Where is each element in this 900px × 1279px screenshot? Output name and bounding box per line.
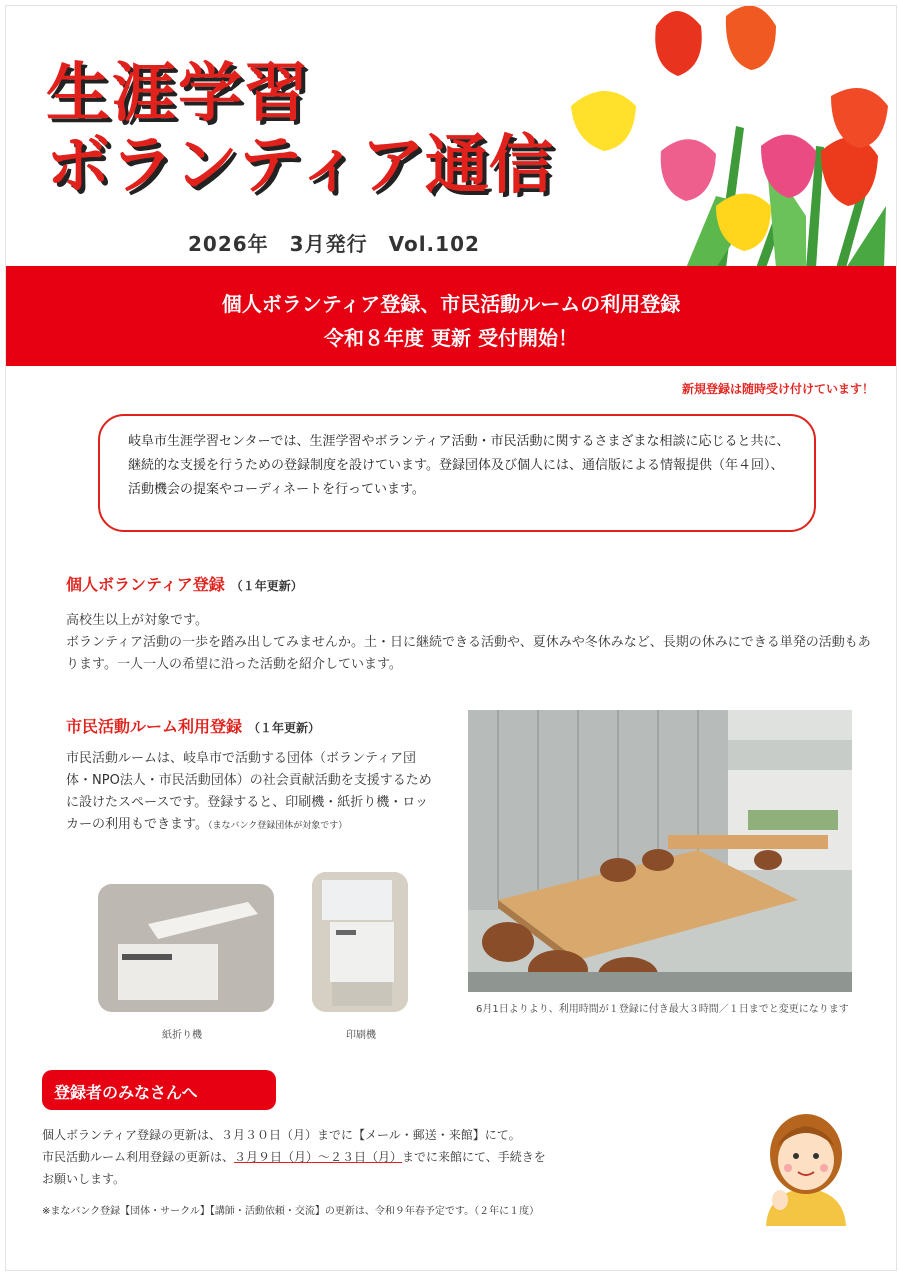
registrants-line-1: 個人ボランティア登録の更新は、３月３０日（月）までに【メール・郵送・来館】にて。 <box>42 1128 521 1142</box>
section-volunteer-body <box>66 610 876 676</box>
meeting-room-photo <box>468 710 852 992</box>
room-photo-caption: 6月1日よりより、利用時間が１登録に付き最大３時間／１日までと変更になります <box>476 1004 849 1015</box>
volunteer-description: ボランティア活動の一歩を踏み出してみませんか。土・日に継続できる活動や、夏休みや冬休みなど、長期の休みにできる単発の活動もあります。一人一人の希望に沿った活動を紹介しています。 <box>66 635 871 672</box>
section-room-period: （１年更新） <box>248 721 321 735</box>
section-room-body <box>66 748 436 837</box>
printer-caption: 印刷機 <box>346 1030 376 1041</box>
room-description: 市民活動ルームは、岐阜市で活動する団体（ボランティア団体・NPO法人・市民活動団体）の社会貢献活動を支援するために設けたスペースです。登録すると、印刷機・紙折り機・ロッカーの利用もできます。 <box>66 751 432 832</box>
section-volunteer-title: 個人ボランティア登録 <box>66 575 225 594</box>
tulip-illustration <box>566 6 896 268</box>
registrants-dates: ３月９日（月）～２３日（月） <box>234 1150 403 1164</box>
intro-text: 岐阜市生涯学習センターでは、生涯学習やボランティア活動・市民活動に関するさまざまな相談に応じると共に、継続的な支援を行うための登録制度を設けています。登録団体及び個人には、通信版による情報提供（年４回）、活動機会の提案やコーディネートを行っています。 <box>128 434 790 497</box>
registrants-line-2a: 市民活動ルーム利用登録の更新は、 <box>42 1150 235 1164</box>
intro-box <box>98 414 816 532</box>
registrants-line-2 <box>42 1146 742 1168</box>
announcement-banner <box>6 266 896 366</box>
registrants-line-2c: までに来館にて、手続きを <box>402 1150 546 1164</box>
registrants-text <box>42 1124 742 1190</box>
banner-line-2: 令和８年度 更新 受付開始！ <box>324 326 578 350</box>
registrants-badge: 登録者のみなさんへ <box>42 1070 276 1110</box>
banner-line-1: 個人ボランティア登録、市民活動ルームの利用登録 <box>221 292 681 316</box>
staff-character-illustration <box>758 1096 854 1226</box>
title-line-2: ボランティア通信 <box>46 129 553 203</box>
volunteer-target: 高校生以上が対象です。 <box>66 613 208 628</box>
accept-note: 新規登録は随時受け付けています！ <box>681 382 874 396</box>
newsletter-title <box>46 58 553 202</box>
section-room-heading <box>66 714 320 737</box>
section-volunteer-period: （１年更新） <box>230 579 303 593</box>
section-volunteer-heading <box>66 572 303 595</box>
paper-folder-photo <box>98 884 274 1012</box>
paper-folder-caption: 紙折り機 <box>162 1030 202 1041</box>
registrants-note: ※まなバンク登録【団体・サークル】【講師・活動依頼・交流】の更新は、令和９年春予定です。（２年に１度） <box>42 1206 540 1217</box>
registrants-line-3: お願いします。 <box>42 1172 126 1186</box>
printer-photo <box>312 872 408 1012</box>
newsletter-page <box>5 5 897 1271</box>
issue-info: 2026年 3月発行 Vol.102 <box>188 232 480 256</box>
room-small-note: （まなバンク登録団体が対象です） <box>207 821 348 831</box>
title-line-1: 生涯学習 <box>46 57 310 131</box>
section-room-title: 市民活動ルーム利用登録 <box>66 717 243 736</box>
